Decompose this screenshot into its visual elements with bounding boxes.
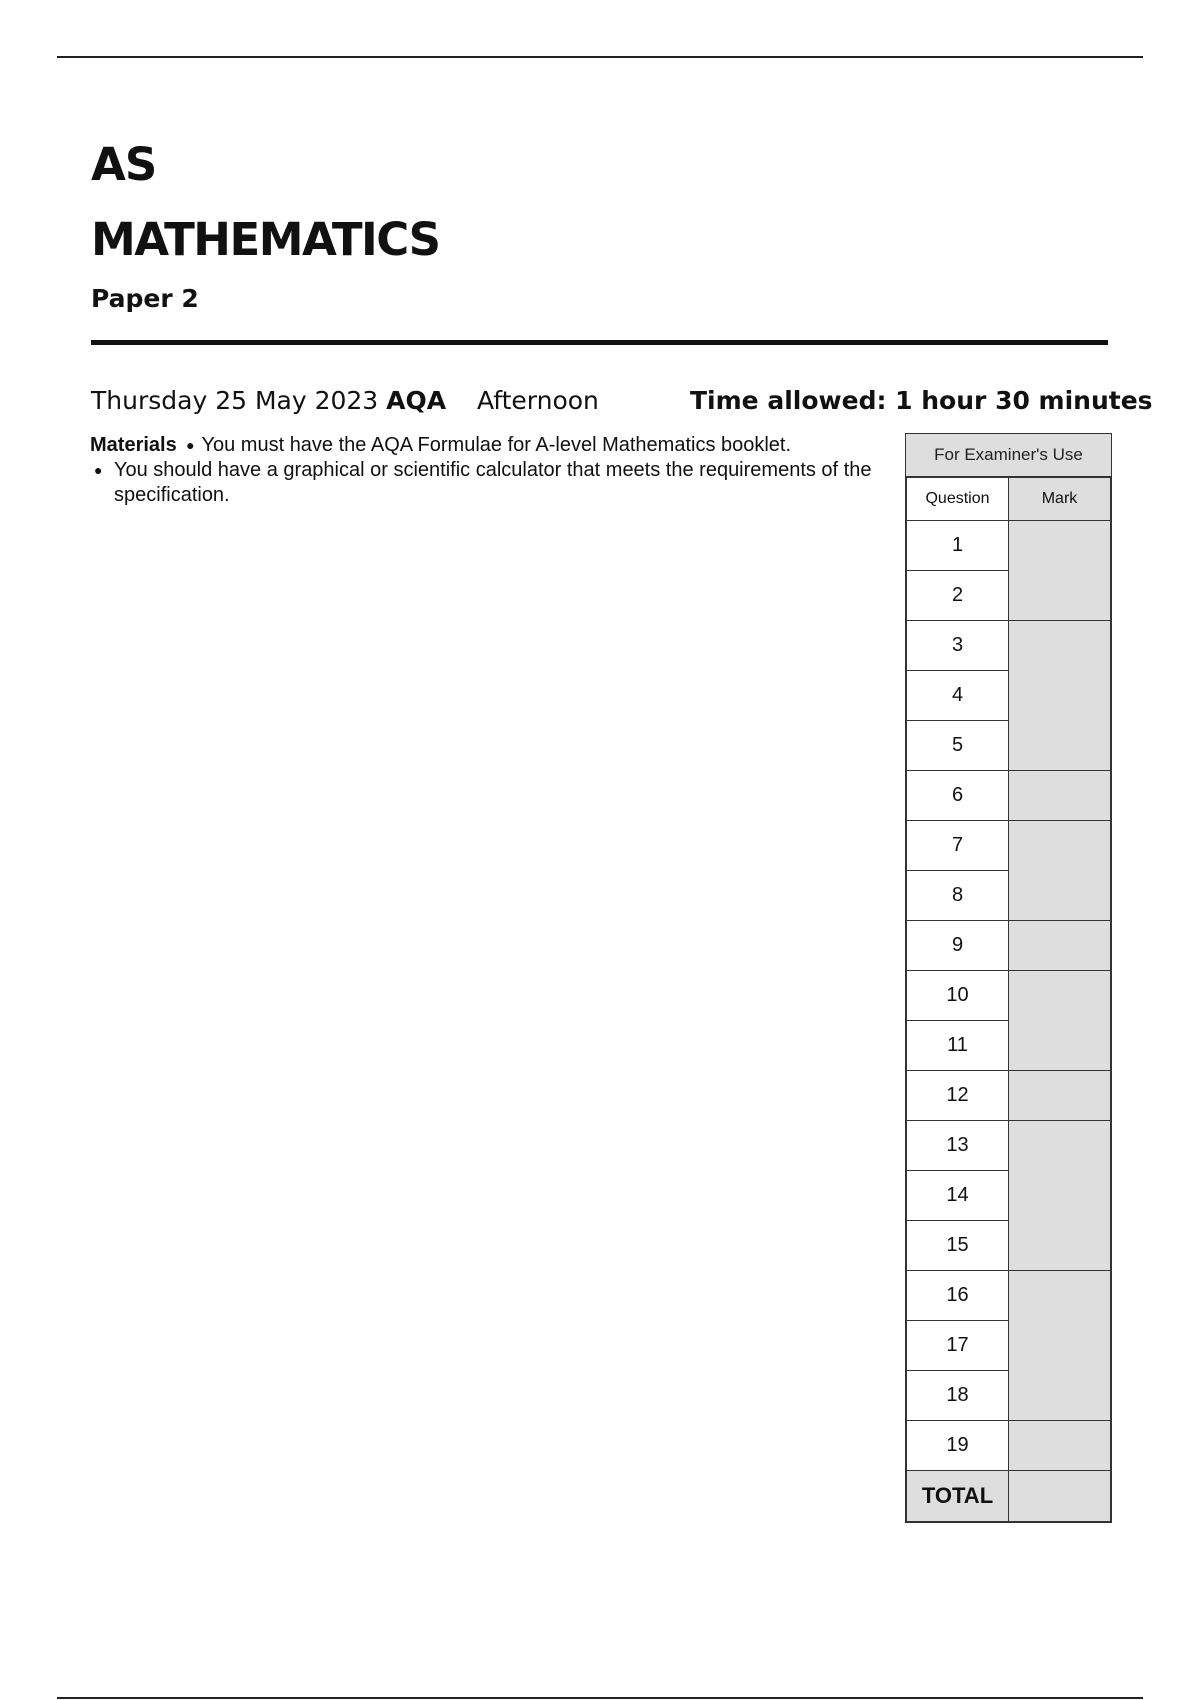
mark-column-header: Mark [1009, 478, 1111, 521]
question-number: 16 [907, 1271, 1009, 1321]
materials-item-1: You must have the AQA Formulae for A-level Mathematics booklet. [201, 434, 792, 456]
examiner-box-title: For Examiner's Use [906, 434, 1111, 477]
question-number: 11 [907, 1021, 1009, 1071]
mark-cell[interactable] [1009, 1421, 1111, 1471]
mark-cell[interactable] [1009, 621, 1111, 771]
question-number: 7 [907, 821, 1009, 871]
examiner-use-box [905, 433, 1112, 1523]
question-number: 19 [907, 1421, 1009, 1471]
materials-line-2 [90, 458, 890, 508]
title-divider [91, 340, 1108, 345]
question-number: 15 [907, 1221, 1009, 1271]
materials-line-1 [90, 433, 890, 458]
mark-cell[interactable] [1009, 1071, 1111, 1121]
question-number: 8 [907, 871, 1009, 921]
question-number: 13 [907, 1121, 1009, 1171]
question-number: 3 [907, 621, 1009, 671]
time-allowed: Time allowed: 1 hour 30 minutes [690, 386, 1153, 415]
question-number: 17 [907, 1321, 1009, 1371]
mark-cell[interactable] [1009, 521, 1111, 621]
mark-cell[interactable] [1009, 1271, 1111, 1421]
bottom-rule [57, 1697, 1143, 1699]
mark-cell[interactable] [1009, 821, 1111, 921]
top-rule [57, 56, 1143, 58]
question-number: 12 [907, 1071, 1009, 1121]
question-number: 4 [907, 671, 1009, 721]
qualification-title: AS [91, 138, 157, 191]
exam-date: Thursday 25 May 2023 [91, 386, 379, 415]
materials-label: Materials [90, 434, 177, 456]
materials-item-2: You should have a graphical or scientific calculator that meets the requirements of the specification. [114, 459, 872, 507]
paper-title: Paper 2 [91, 284, 199, 313]
question-number: 14 [907, 1171, 1009, 1221]
bullet-icon: ● [94, 462, 103, 479]
total-label: TOTAL [907, 1471, 1009, 1522]
exam-date-line [91, 386, 446, 415]
question-number: 2 [907, 571, 1009, 621]
question-number: 18 [907, 1371, 1009, 1421]
question-number: 9 [907, 921, 1009, 971]
mark-cell[interactable] [1009, 971, 1111, 1071]
mark-cell[interactable] [1009, 1121, 1111, 1271]
question-number: 5 [907, 721, 1009, 771]
question-number: 6 [907, 771, 1009, 821]
total-mark-cell[interactable] [1009, 1471, 1111, 1522]
question-number: 10 [907, 971, 1009, 1021]
examiner-mark-table [906, 477, 1111, 1522]
question-number: 1 [907, 521, 1009, 571]
mark-cell[interactable] [1009, 771, 1111, 821]
exam-session: Afternoon [477, 386, 599, 415]
bullet-icon: ● [182, 437, 195, 454]
question-column-header: Question [907, 478, 1009, 521]
exam-board: AQA [386, 386, 447, 415]
mark-cell[interactable] [1009, 921, 1111, 971]
materials-section [90, 433, 890, 508]
subject-title: MATHEMATICS [91, 213, 440, 266]
